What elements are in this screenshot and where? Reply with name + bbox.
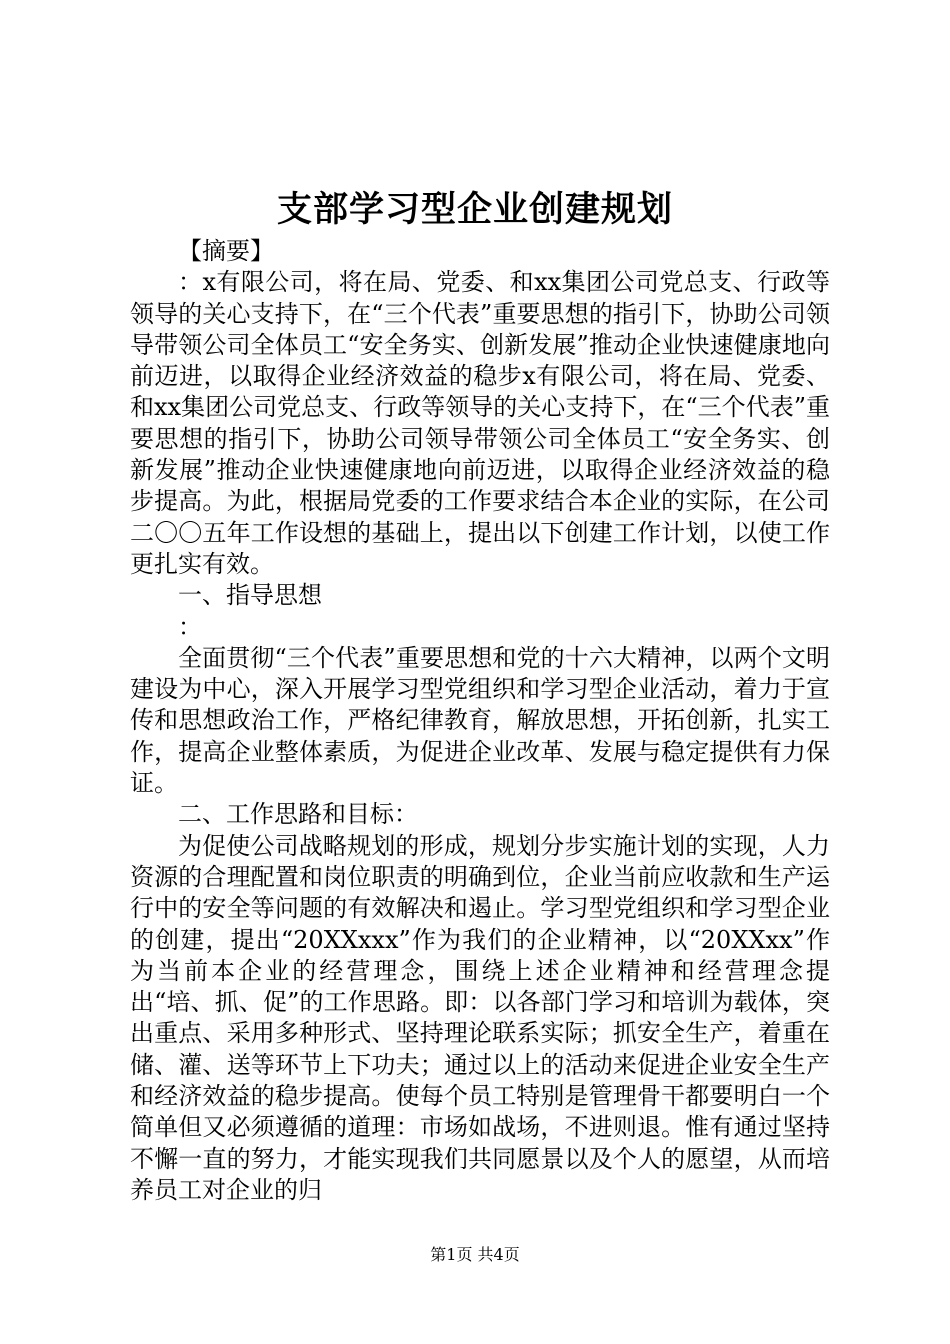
document-body — [130, 236, 830, 1206]
page-number-footer: 第1页 共4页 — [430, 1245, 520, 1264]
section-heading-guiding-ideology: 一、指导思想 — [178, 581, 322, 610]
abstract-heading: 【摘要】 — [178, 237, 274, 265]
paragraph-guiding-ideology: 全面贯彻“三个代表”重要思想和党的十六大精神，以两个文明建设为中心，深入开展学习型党组织和学习型企业活动，着力于宣传和思想政治工作，严格纪律教育，解放思想，开拓创新，扎实工作，提高企业整体素质，为促进企业改革、发展与稳定提供有力保证。 — [130, 643, 830, 798]
paragraph-colon: ： — [178, 612, 202, 641]
section-heading-work-ideas: 二、工作思路和目标： — [178, 800, 418, 829]
paragraph-work-ideas: 为促使公司战略规划的形成，规划分步实施计划的实现，人力资源的合理配置和岗位职责的明确到位，企业当前应收款和生产运行中的安全等问题的有效解决和遏止。学习型党组织和学习型企业的创建，提出“20XXxxx”作为我们的企业精神，以“20XXxx”作为当前本企业的经营理念，围绕上述企业精神和经营理念提出“培、抓、促”的工作思路。即：以各部门学习和培训为载体，突出重点、采用多种形式、坚持理论联系实际；抓安全生产，着重在储、灌、送等环节上下功夫；通过以上的活动来促进企业安全生产和经济效益的稳步提高。使每个员工特别是管理骨干都要明白一个简单但又必须遵循的道理：市场如战场，不进则退。惟有通过坚持不懈一直的努力，才能实现我们共同愿景以及个人的愿望，从而培养员工对企业的归 — [130, 831, 830, 1204]
document-title: 支部学习型企业创建规划 — [276, 189, 673, 230]
paragraph-intro: ：x有限公司，将在局、党委、和xx集团公司党总支、行政等领导的关心支持下，在“三个代表”重要思想的指引下，协助公司领导带领公司全体员工“安全务实、创新发展”推动企业快速健康地向前迈进，以取得企业经济效益的稳步x有限公司，将在局、党委、和xx集团公司党总支、行政等领导的关心支持下，在“三个代表”重要思想的指引下，协助公司领导带领公司全体员工“安全务实、创新发展”推动企业快速健康地向前迈进，以取得企业经济效益的稳步提高。为此，根据局党委的工作要求结合本企业的实际，在公司二〇〇五年工作设想的基础上，提出以下创建工作计划，以使工作更扎实有效。 — [130, 268, 830, 578]
